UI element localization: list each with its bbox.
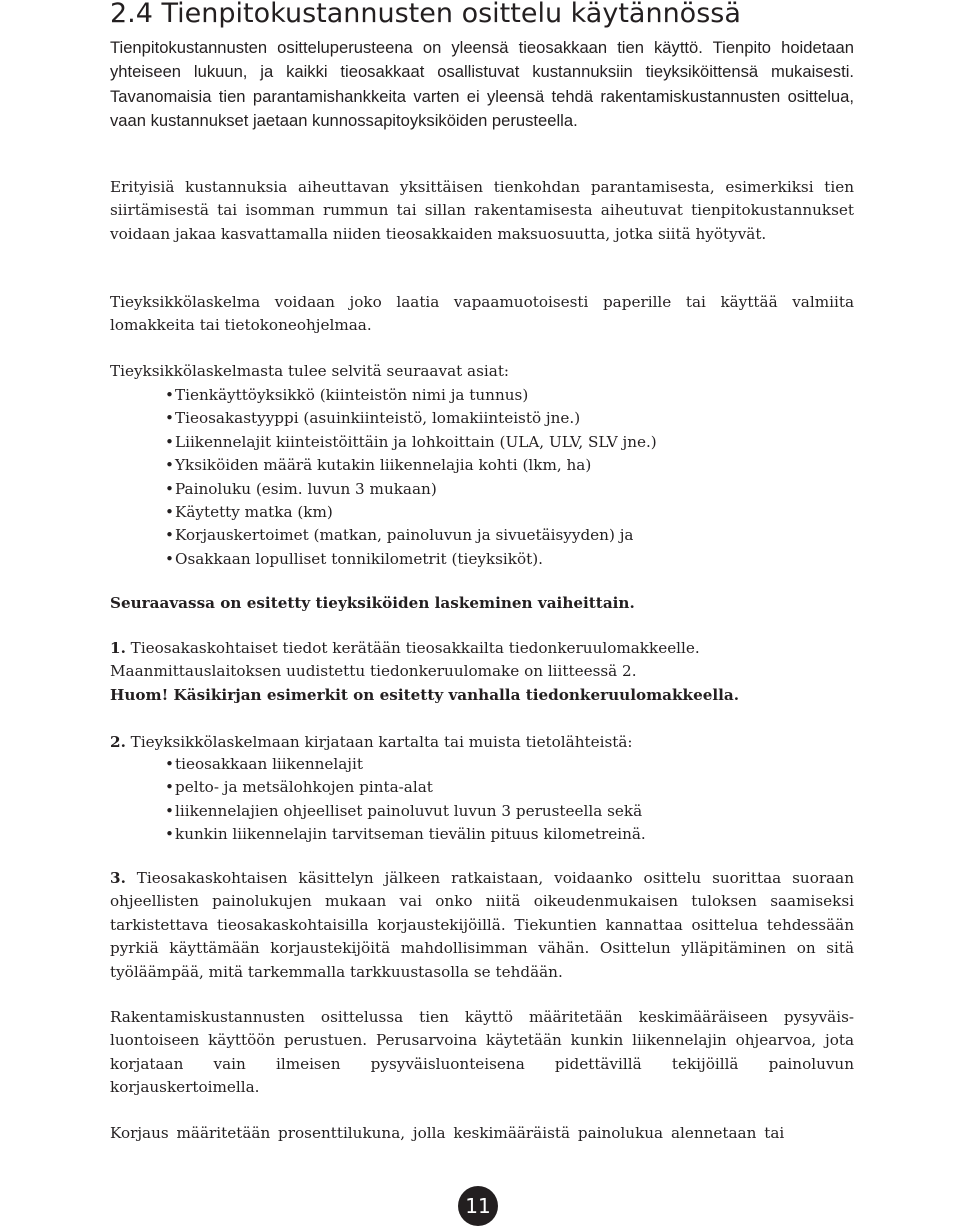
required-items-list bbox=[165, 384, 657, 571]
bullet-icon: • bbox=[165, 456, 174, 475]
bullet-icon: • bbox=[165, 386, 174, 404]
bullet-icon: • bbox=[165, 549, 174, 568]
step-2 bbox=[110, 731, 854, 754]
list-item: •Tieosakastyyppi (asuinkiinteistö, lomakiinteistö jne.) bbox=[165, 407, 657, 430]
list-item: •Yksiköiden määrä kutakin liikennelajia kohti (lkm, ha) bbox=[165, 454, 657, 477]
bullet-icon: • bbox=[165, 479, 174, 498]
steps-heading: Seuraavassa on esitetty tieyksiköiden laskeminen vaiheittain. bbox=[110, 594, 635, 612]
list-item: •Liikennelajit kiinteistöittäin ja lohkoittain (ULA, ULV, SLV jne.) bbox=[165, 431, 657, 454]
list-item: •liikennelajien ohjeelliset painoluvut luvun 3 perusteella sekä bbox=[165, 800, 646, 823]
paragraph-cost-basis-a: Tienpitokustannusten ositteluperusteena on yleensä tieosakkaan tien käyttö. Tienpito hoidetaan yhteiseen lukuun, ja kaikki tieosakkaat osallistuvat kustannuksiin tieyksiköittensä mukaisesti. bbox=[110, 38, 854, 82]
step-3-text: Tieosakaskohtaisen käsittelyn jälkeen ratkaistaan, voidaanko osittelu suorittaa suoraan ohjeellisten painolukujen mukaan vai onko niitä oikeudenmukaisen tuloksen saamiseksi tarkistettava tieosakaskohtaisilla korjaustekijöillä. Tiekuntien kannattaa osittelua tehdessään pyrkiä käyttämään korjaustekijöitä mahdollisimman vähän. Osittelun ylläpitäminen on sitä työläämpää, mitä tarkemmalla tarkkuustasolla se tehdään. bbox=[110, 869, 854, 981]
paragraph-correction: Korjaus määritetään prosenttilukuna, jolla keskimääräistä painolukua alennetaan tai bbox=[110, 1124, 785, 1142]
list-item: •Painoluku (esim. luvun 3 mukaan) bbox=[165, 478, 657, 501]
step-3-number: 3. bbox=[110, 869, 126, 887]
list-item: •kunkin liikennelajin tarvitseman tievälin pituus kilometreinä. bbox=[165, 823, 646, 846]
step-3 bbox=[110, 867, 854, 984]
step-2-list bbox=[165, 753, 646, 847]
paragraph-construction-costs: Rakentamiskustannusten osittelussa tien käyttö määritetään keskimääräiseen pysyväisluontoiseen käyttöön perustuen. Perusarvoina käytetään kunkin liikennelajin ohjearvoa, jota korjataan vain ilmeisen pysyväisluonteisena pidettävillä tekijöillä painoluvun korjauskertoimella. bbox=[110, 1008, 854, 1097]
list-item: •Tienkäyttöyksikkö (kiinteistön nimi ja tunnus) bbox=[165, 384, 657, 407]
bullet-icon: • bbox=[165, 503, 174, 522]
bullet-icon: • bbox=[165, 801, 174, 820]
paragraph-cost-basis-b: Tavanomaisia tien parantamishankkeita varten ei yleensä tehdä rakentamiskustannusten osittelua, vaan kustannukset jaetaan kunnossapitoyksiköiden perusteella. bbox=[110, 86, 854, 131]
list-item: •Korjauskertoimet (matkan, painoluvun ja sivuetäisyyden) ja bbox=[165, 524, 657, 547]
paragraph-calculation-form: Tieyksikkölaskelma voidaan joko laatia vapaamuotoisesti paperille tai käyttää valmiita lomakkeita tai tietokoneohjelmaa. bbox=[110, 293, 854, 335]
step-2-number: 2. bbox=[110, 733, 126, 751]
paragraph-cost-basis bbox=[110, 36, 854, 134]
list-item: •Osakkaan lopulliset tonnikilometrit (tieyksiköt). bbox=[165, 548, 657, 571]
list-item: •pelto- ja metsälohkojen pinta-alat bbox=[165, 776, 646, 799]
bullet-icon: • bbox=[165, 755, 174, 773]
bullet-icon: • bbox=[165, 825, 174, 844]
paragraph-special-costs: Erityisiä kustannuksia aiheuttavan yksittäisen tienkohdan parantamisesta, esimerkiksi tien siirtämisestä tai isomman rummun tai sillan rakentamisesta aiheutuvat tienpitokustannukset voidaan jakaa kasvattamalla niiden tieosakkaiden maksuosuutta, jotka siitä hyötyvät. bbox=[110, 178, 854, 243]
list-item: •tieosakkaan liikennelajit bbox=[165, 753, 646, 776]
page-number-badge: 11 bbox=[458, 1186, 498, 1226]
bullet-icon: • bbox=[165, 526, 174, 545]
step-2-text: Tieyksikkölaskelmaan kirjataan kartalta tai muista tietolähteistä: bbox=[125, 733, 633, 751]
step-1-number: 1. bbox=[110, 639, 126, 657]
step-1-note: Huom! Käsikirjan esimerkit on esitetty vanhalla tiedonkeruulomakkeella. bbox=[110, 685, 740, 704]
paragraph-list-intro: Tieyksikkölaskelmasta tulee selvitä seuraavat asiat: bbox=[110, 362, 510, 380]
bullet-icon: • bbox=[165, 778, 174, 797]
step-1-line2: Maanmittauslaitoksen uudistettu tiedonkeruulomake on liitteessä 2. bbox=[110, 662, 637, 681]
section-title: 2.4 Tienpitokustannusten osittelu käytännössä bbox=[110, 0, 741, 29]
step-1-line1: Tieosakaskohtaiset tiedot kerätään tieosakkailta tiedonkeruulomakkeelle. bbox=[125, 639, 700, 657]
bullet-icon: • bbox=[165, 409, 174, 428]
bullet-icon: • bbox=[165, 432, 174, 451]
list-item: •Käytetty matka (km) bbox=[165, 501, 657, 524]
step-1 bbox=[110, 637, 854, 707]
